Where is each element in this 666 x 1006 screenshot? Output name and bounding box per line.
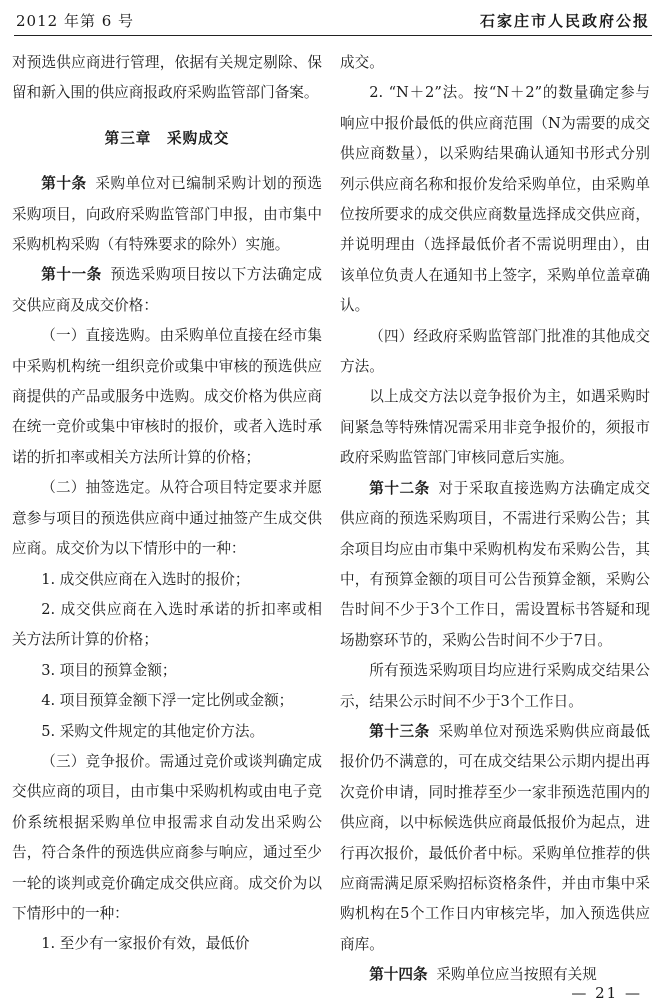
list-item: 1. 至少有一家报价有效，最低价 bbox=[41, 935, 250, 953]
method-direct-selection: （一）直接选购。由采购单位直接在经市集中采购机构统一组织竞价或集中审核的预选供应商提供的产品或服务中选购。成交价格为供应商在统一竞价或集中审核时的报价，或者入选时承诺的折扣率或相关方法所计算的价格； bbox=[12, 327, 322, 466]
continued-paragraph: 成交。 bbox=[340, 54, 384, 71]
list-item: 5. 采购文件规定的其他定价方法。 bbox=[41, 722, 265, 740]
list-item: 1. 成交供应商在入选时的报价； bbox=[41, 570, 250, 588]
continued-paragraph: 对预选供应商进行管理，依据有关规定剔除、保留和新入围的供应商报政府采购监管部门备案。 bbox=[12, 54, 322, 102]
article-label: 第十三条 bbox=[369, 722, 430, 740]
list-item: 4. 项目预算金额下浮一定比例或金额； bbox=[41, 692, 294, 710]
article-13 bbox=[340, 717, 650, 960]
issue-label: 2012 年第 6 号 bbox=[16, 12, 135, 30]
page-number: — 21 — bbox=[571, 984, 642, 1002]
method-competitive-bidding: （三）竞争报价。需通过竞价或谈判确定成交供应商的项目，由市集中采购机构或由电子竞价系统根据采购单位申报需求自动发出采购公告，符合条件的预选供应商参与响应，通过至少一轮的谈判或竞价确定成交供应商。成交价为以下情形中的一种： bbox=[12, 752, 322, 922]
article-12 bbox=[340, 474, 650, 656]
method-other: （四）经政府采购监管部门批准的其他成交方法。 bbox=[340, 327, 650, 376]
list-item: 2. “N＋2”法。按“N＋2”的数量确定参与响应中报价最低的供应商范围（N为需要的成交供应商数量），以采购结果确认通知书形式分别列示供应商名称和报价发给采购单位，由采购单位按所要求的成交供应商数量选择成交供应商，并说明理由（选择最低价者不需说明理由），由该单位负责人在通知书上签字，采购单位盖章确认。 bbox=[340, 84, 650, 315]
article-label: 第十一条 bbox=[41, 266, 102, 284]
article-label: 第十二条 bbox=[369, 479, 430, 497]
article-11 bbox=[12, 260, 322, 321]
paragraph: 所有预选采购项目均应进行采购成交结果公示，结果公示时间不少于3个工作日。 bbox=[340, 662, 650, 710]
publication-title: 石家庄市人民政府公报 bbox=[479, 12, 650, 30]
right-column bbox=[340, 48, 650, 991]
article-10 bbox=[12, 169, 322, 260]
header-divider bbox=[14, 35, 652, 36]
list-item: 3. 项目的预算金额； bbox=[41, 661, 177, 679]
left-column bbox=[12, 48, 322, 960]
article-text: 采购单位对预选采购供应商最低报价仍不满意的，可在成交结果公示期内提出再次竞价申请，同时推荐至少一家非预选范围内的供应商，以中标候选供应商最低报价为起点，进行再次报价，最低价者中标。采购单位推荐的供应商需满足原采购招标资格条件，并由市集中采购机构在5个工作日内审核完毕，加入预选供应商库。 bbox=[340, 722, 650, 953]
article-label: 第十四条 bbox=[369, 966, 428, 984]
article-text: 采购单位对已编制采购计划的预选采购项目，向政府采购监管部门申报，由市集中采购机构采购（有特殊要求的除外）实施。 bbox=[12, 175, 322, 254]
paragraph: 以上成交方法以竞争报价为主，如遇采购时间紧急等特殊情况需采用非竞争报价的，须报市政府采购监管部门审核同意后实施。 bbox=[340, 388, 650, 467]
article-text: 对于采取直接选购方法确定成交供应商的预选采购项目，不需进行采购公告；其余项目均应由市集中采购机构发布采购公告，其中，有预算金额的项目可公告预算金额，采购公告时间不少于3个工作日，需设置标书答疑和现场勘察环节的，采购公告时间不少于7日。 bbox=[340, 479, 650, 649]
article-text: 预选采购项目按以下方法确定成交供应商及成交价格： bbox=[12, 266, 322, 314]
list-item: 2. 成交供应商在入选时承诺的折扣率或相关方法所计算的价格； bbox=[12, 600, 322, 649]
chapter-title: 第三章 采购成交 bbox=[104, 129, 230, 147]
method-lottery: （二）抽签选定。从符合项目特定要求并愿意参与项目的预选供应商中通过抽签产生成交供应商。成交价为以下情形中的一种： bbox=[12, 479, 322, 558]
article-label: 第十条 bbox=[41, 175, 87, 193]
article-text: 采购单位应当按照有关规 bbox=[436, 966, 597, 984]
page-header bbox=[14, 8, 652, 32]
